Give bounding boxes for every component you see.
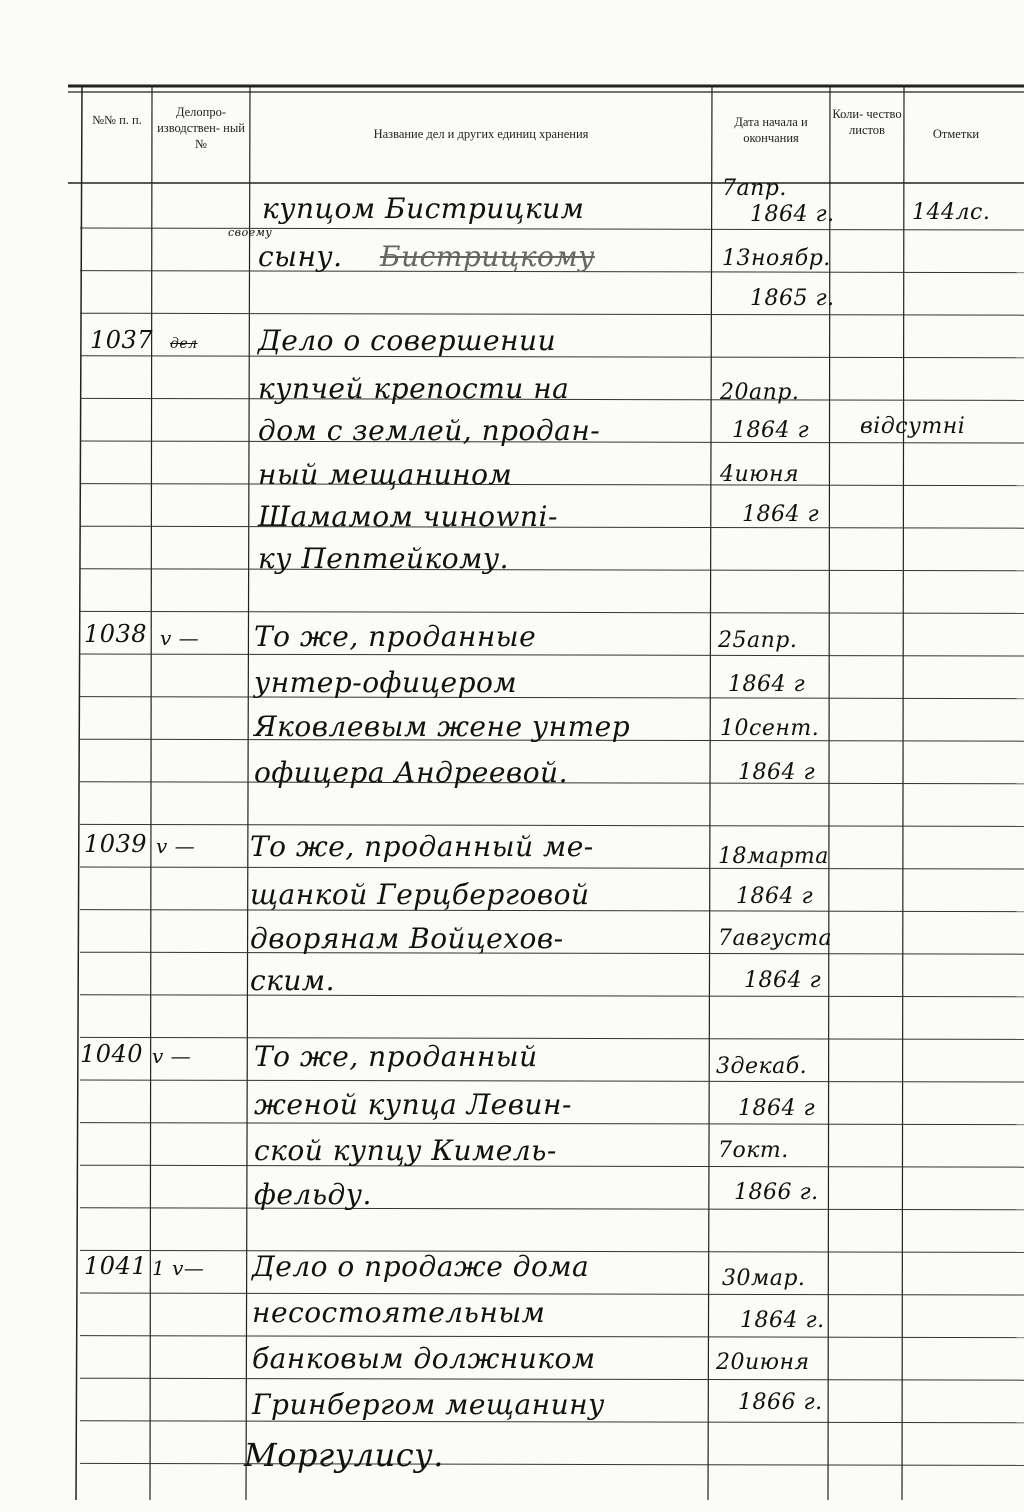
row-rule [80,569,1024,571]
entry-title-line: Гринбергом мещанину [252,1388,605,1421]
entry-title-line: ный мещанином [258,458,513,491]
entry-date: 18марта [718,844,829,869]
entry-date: 1866 г. [734,1180,819,1205]
entry-date: 10сент. [720,716,820,741]
header-sheet-count: Коли- чество листов [832,107,902,137]
row-rule [80,824,1024,826]
row-rule [80,228,1024,230]
entry-title-line: несостоятельным [252,1296,546,1329]
entry-title-line: Шамамом чинowni- [258,500,558,533]
row-rule [80,611,1024,613]
column-divider-count [902,86,904,1500]
entry-number: 1040 [80,1040,144,1068]
entry-title-line: купчей крепости на [258,372,570,405]
row-rule [80,1463,1024,1465]
entry-date: 1864 г [732,418,810,443]
entry-title-line: ской купцу Кимель- [254,1134,557,1167]
column-divider-office [246,86,250,1500]
entry-title-line: щанкой Герцберговой [250,878,590,911]
entry-date: 25апр. [718,628,798,653]
row-rule [80,867,1024,869]
entry-title-line: офицера Андреевой. [254,756,568,789]
entry-number: 1041 [84,1252,148,1280]
row-rule [80,1037,1024,1039]
entry-date: 3декаб. [716,1054,808,1079]
row-rule [80,1336,1024,1338]
entry-title-line: женой купца Левин- [254,1088,572,1121]
column-divider-number [150,86,152,1500]
continuation-line: сыну. [258,240,343,273]
entry-title-line: унтер-офицером [254,666,518,699]
entry-mark: 1 v— [152,1256,205,1280]
header-notes: Отметки [932,127,980,141]
entry-number: 1037 [90,326,154,354]
row-rule [80,697,1024,699]
entry-title-line: ку Пептейкому. [258,542,509,575]
continuation-date: 13ноябр. [722,246,831,271]
row-rule [80,1123,1024,1125]
entry-mark: v — [152,1044,192,1068]
entry-number: 1039 [84,830,148,858]
continuation-sheets: 144лс. [912,200,991,225]
row-rule [80,1421,1024,1423]
continuation-date: 7апр. [722,176,787,201]
row-rule [80,313,1024,315]
continuation-struck-text: Бистрицкому [380,240,595,273]
row-rule [80,484,1024,486]
row-rule [80,1378,1024,1380]
entry-date: 1864 г [742,502,820,527]
entry-date: 1864 г [736,884,814,909]
entry-date: 1864 г [738,1096,816,1121]
row-rule [80,995,1024,997]
entry-title-line: Яковлевым жене унтер [254,710,631,743]
entry-title-line: дворянам Войцехов- [250,922,564,955]
entry-date: 7окт. [718,1138,789,1163]
entry-title-line: фельду. [254,1178,372,1211]
entry-title-line: банковым должником [252,1342,596,1375]
entry-date: 1864 г. [740,1308,825,1333]
continuation-insert: своему [228,226,273,239]
entry-date: 7августа [718,926,833,951]
entry-date: 4июня [720,462,800,487]
entry-date: 30мар. [722,1266,806,1291]
continuation-line: купцом Бистрицким [262,192,585,225]
column-divider-title [708,86,712,1500]
entry-mark: v — [156,834,196,858]
entry-title-line: Дело о совершении [258,324,557,357]
entry-title-line: Моргулису. [244,1436,444,1474]
continuation-date: 1865 г. [750,286,835,311]
header-dates: Дата начала и окончания [734,115,808,145]
entry-note: відсутні [860,414,966,439]
entry-title-line: То же, проданные [254,620,537,653]
entry-title-line: ским. [250,964,336,997]
entry-date: 1866 г. [738,1390,823,1415]
entry-mark: дел [170,336,198,352]
row-rule [80,1080,1024,1082]
header-number: №№ п. п. [92,113,142,127]
entry-date: 1864 г [744,968,822,993]
column-divider-left [76,86,82,1500]
header-title: Название дел и других единиц хранения [373,127,589,141]
entry-title-line: Дело о продаже дома [252,1250,590,1283]
entry-date: 1864 г [728,672,806,697]
entry-title-line: То же, проданный ме- [250,830,594,863]
header-office-number: Делопро- изводствен- ный № [157,105,245,151]
entry-date: 20апр. [720,380,800,405]
continuation-date: 1864 г. [750,202,835,227]
entry-title-line: То же, проданный [254,1040,538,1073]
row-rule [80,654,1024,656]
row-rule [80,1208,1024,1210]
entry-date: 20июня [716,1350,810,1375]
entry-title-line: дом с землей, продан- [258,414,601,447]
entry-date: 1864 г [738,760,816,785]
entry-mark: v — [160,626,200,650]
row-rule [80,1293,1024,1295]
entry-number: 1038 [84,620,148,648]
